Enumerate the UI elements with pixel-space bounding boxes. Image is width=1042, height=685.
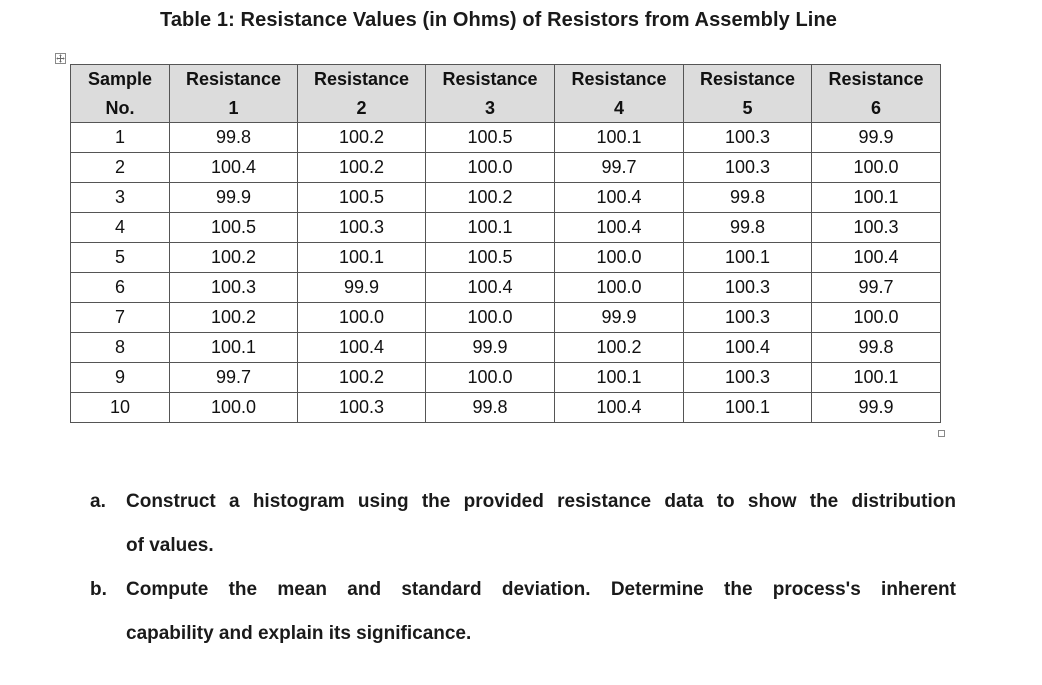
resistance-cell: 100.0 (298, 303, 426, 333)
question-b-letter: b. (90, 579, 107, 600)
table-row (71, 273, 941, 303)
resistance-cell: 100.1 (426, 213, 555, 243)
table-caption: Table 1: Resistance Values (in Ohms) of Resistors from Assembly Line (160, 9, 838, 31)
resistance-cell: 100.0 (426, 363, 555, 393)
resistance-cell: 100.3 (684, 123, 812, 153)
sample-number-cell: 4 (71, 213, 170, 243)
resistance-cell: 100.2 (298, 123, 426, 153)
table-row (71, 363, 941, 393)
sample-number-cell: 8 (71, 333, 170, 363)
resistance-cell: 99.9 (426, 333, 555, 363)
table-body (71, 123, 941, 423)
resistance-cell: 100.3 (684, 303, 812, 333)
resistance-cell: 99.7 (555, 153, 684, 183)
sample-number-cell: 6 (71, 273, 170, 303)
table-move-handle-icon[interactable] (55, 53, 66, 64)
resistance-cell: 100.4 (298, 333, 426, 363)
header-resistance-4: Resistance (555, 65, 684, 95)
header-resistance-5: Resistance (684, 65, 812, 95)
header-sample: Sample (71, 65, 170, 95)
question-a (90, 480, 956, 568)
resistance-cell: 100.2 (298, 363, 426, 393)
resistance-cell: 100.0 (812, 303, 941, 333)
resistance-cell: 100.4 (684, 333, 812, 363)
question-a-line-1: Construct a histogram using the provided resistance data to show the distribution (126, 491, 956, 512)
question-b (90, 568, 956, 656)
header-resistance-index-3: 3 (426, 94, 555, 123)
resistance-cell: 100.4 (555, 213, 684, 243)
resistance-cell: 100.4 (812, 243, 941, 273)
header-resistance-6: Resistance (812, 65, 941, 95)
header-resistance-index-5: 5 (684, 94, 812, 123)
resistance-cell: 100.2 (555, 333, 684, 363)
table-row (71, 153, 941, 183)
sample-number-cell: 5 (71, 243, 170, 273)
header-resistance-1: Resistance (170, 65, 298, 95)
resistance-cell: 99.9 (555, 303, 684, 333)
resistance-cell: 99.8 (684, 183, 812, 213)
header-resistance-index-4: 4 (555, 94, 684, 123)
resistance-cell: 100.4 (555, 393, 684, 423)
resistance-cell: 100.1 (684, 243, 812, 273)
sample-number-cell: 1 (71, 123, 170, 153)
table-row (71, 243, 941, 273)
header-resistance-2: Resistance (298, 65, 426, 95)
sample-number-cell: 2 (71, 153, 170, 183)
table-row (71, 123, 941, 153)
resistance-cell: 100.1 (684, 393, 812, 423)
question-a-letter: a. (90, 491, 106, 512)
resistance-cell: 99.9 (812, 123, 941, 153)
header-resistance-index-2: 2 (298, 94, 426, 123)
resistance-cell: 100.2 (170, 303, 298, 333)
resistance-cell: 100.2 (298, 153, 426, 183)
resistance-cell: 100.0 (170, 393, 298, 423)
header-no: No. (71, 94, 170, 123)
table-resize-handle-icon[interactable] (938, 430, 945, 437)
question-a-line-2: of values. (126, 535, 214, 556)
resistance-table (70, 64, 941, 423)
resistance-cell: 100.5 (426, 243, 555, 273)
table-row (71, 393, 941, 423)
resistance-cell: 100.1 (812, 363, 941, 393)
table-row (71, 333, 941, 363)
resistance-cell: 99.9 (170, 183, 298, 213)
resistance-cell: 99.8 (684, 213, 812, 243)
resistance-cell: 100.5 (298, 183, 426, 213)
resistance-cell: 100.2 (426, 183, 555, 213)
resistance-cell: 100.3 (684, 153, 812, 183)
resistance-cell: 100.1 (170, 333, 298, 363)
table-row (71, 303, 941, 333)
resistance-cell: 99.8 (170, 123, 298, 153)
resistance-cell: 100.5 (170, 213, 298, 243)
header-resistance-index-1: 1 (170, 94, 298, 123)
question-b-line-2: capability and explain its significance. (126, 623, 472, 644)
header-resistance-index-6: 6 (812, 94, 941, 123)
resistance-cell: 100.1 (298, 243, 426, 273)
resistance-cell: 99.9 (298, 273, 426, 303)
resistance-cell: 100.4 (555, 183, 684, 213)
resistance-cell: 100.0 (426, 303, 555, 333)
resistance-cell: 99.7 (812, 273, 941, 303)
resistance-cell: 100.0 (426, 153, 555, 183)
question-b-line-1: Compute the mean and standard deviation. Determine the process's inherent (126, 579, 956, 600)
table-row (71, 183, 941, 213)
resistance-cell: 100.4 (170, 153, 298, 183)
resistance-cell: 99.8 (426, 393, 555, 423)
resistance-cell: 100.3 (298, 393, 426, 423)
resistance-cell: 99.8 (812, 333, 941, 363)
resistance-cell: 100.3 (812, 213, 941, 243)
resistance-cell: 100.2 (170, 243, 298, 273)
resistance-cell: 100.0 (812, 153, 941, 183)
resistance-cell: 99.9 (812, 393, 941, 423)
resistance-cell: 100.1 (555, 363, 684, 393)
resistance-cell: 100.3 (684, 273, 812, 303)
resistance-cell: 99.7 (170, 363, 298, 393)
sample-number-cell: 10 (71, 393, 170, 423)
resistance-cell: 100.0 (555, 243, 684, 273)
table-row (71, 213, 941, 243)
sample-number-cell: 3 (71, 183, 170, 213)
header-row-top (71, 65, 941, 95)
sample-number-cell: 9 (71, 363, 170, 393)
header-row-bottom (71, 94, 941, 123)
resistance-cell: 100.1 (555, 123, 684, 153)
resistance-cell: 100.3 (170, 273, 298, 303)
resistance-cell: 100.4 (426, 273, 555, 303)
sample-number-cell: 7 (71, 303, 170, 333)
resistance-cell: 100.3 (684, 363, 812, 393)
header-resistance-3: Resistance (426, 65, 555, 95)
resistance-cell: 100.1 (812, 183, 941, 213)
resistance-cell: 100.0 (555, 273, 684, 303)
resistance-cell: 100.5 (426, 123, 555, 153)
resistance-cell: 100.3 (298, 213, 426, 243)
